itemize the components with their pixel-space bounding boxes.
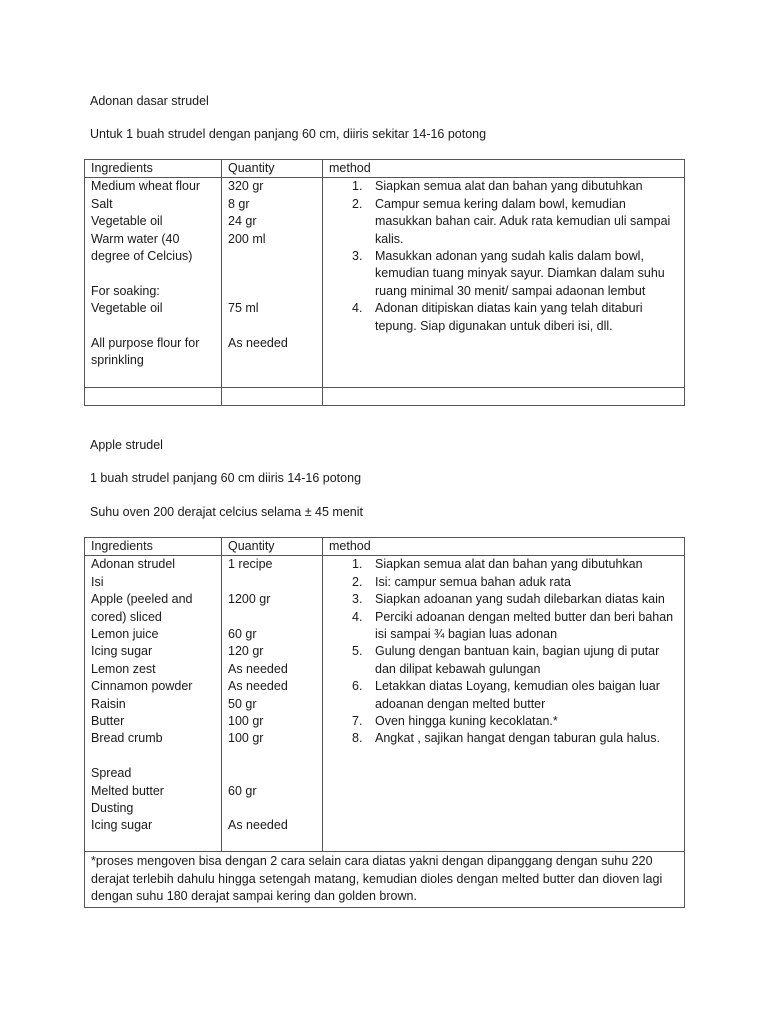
ingredient-item [91,318,215,335]
header-ingredients: Ingredients [85,160,222,178]
quantity-item: As needed [228,661,288,676]
ingredients-cell [85,556,222,852]
ingredient-item: cored) sliced [91,609,162,624]
step-text: Oven hingga kuning kecoklatan.* [375,714,558,729]
method-step [329,609,678,644]
ingredient-item: Bread crumb [91,731,163,746]
step-text: Gulung dengan bantuan kain, bagian ujung di putar dan dilipat kebawah gulungan [375,644,660,676]
quantity-item [228,318,316,335]
method-step [329,556,678,573]
header-ingredients: Ingredients [85,538,222,556]
table-header-row [85,160,685,178]
quantity-item [228,574,316,591]
step-number: 8. [352,731,363,746]
ingredient-item: Vegetable oil [91,214,163,229]
step-number: 4. [352,609,363,624]
header-quantity: Quantity [222,538,323,556]
method-step [329,730,678,747]
ingredient-item: Icing sugar [91,818,153,833]
baking-note: *proses mengoven bisa dengan 2 cara selain cara diatas yakni dengan dipanggang dengan suhu 220 derajat terlebih dahulu hingga setengah matang, kemudian dioles dengan melted butter dan dioven lagi dengan suhu 180 derajat sampai kering dan golden brown. [85,852,685,907]
quantity-item: 60 gr [228,627,257,641]
ingredient-item: Cinnamon powder [91,679,193,694]
quantity-item: 100 gr [228,714,264,729]
quantities-cell [222,178,323,388]
quantity-item: 50 gr [228,696,257,711]
quantity-item: 60 gr [228,783,257,798]
empty-cell [222,388,323,406]
quantity-item: As needed [228,818,288,833]
method-step [329,248,678,300]
ingredient-item [91,748,215,765]
method-step [329,574,678,591]
quantity-item: 100 gr [228,731,264,746]
ingredient-item: Salt [91,196,113,211]
step-text: Campur semua kering dalam bowl, kemudian masukkan bahan cair. Aduk rata kemudian uli sampai kalis. [375,196,671,246]
method-step [329,178,678,195]
header-method: method [323,538,685,556]
step-number: 2. [352,196,363,211]
quantity-item: 24 gr [228,214,257,229]
step-text: Isi: campur semua bahan aduk rata [375,574,571,589]
step-text: Letakkan diatas Loyang, kemudian oles baigan luar adoanan dengan melted butter [375,679,660,711]
section2-subtitle: 1 buah strudel panjang 60 cm diiris 14-16 potong [90,471,362,485]
ingredient-item: Lemon juice [91,627,159,642]
quantity-item [228,352,316,369]
ingredient-item: Icing sugar [91,644,153,659]
step-number: 5. [352,644,363,659]
table-header-row [85,538,685,556]
ingredient-item [91,265,215,282]
step-number: 7. [352,714,363,729]
ingredient-item: Adonan strudel [91,557,176,572]
ingredients-cell [85,178,222,388]
ingredient-item: Warm water (40 [91,231,180,246]
quantity-item [228,765,316,782]
header-quantity: Quantity [222,160,323,178]
ingredient-item: Vegetable oil [91,301,163,316]
step-text: Perciki adoanan dengan melted butter dan beri bahan isi sampai ¾ bagian luas adonan [375,609,674,642]
step-text: Adonan ditipiskan diatas kain yang telah ditaburi tepung. Siap digunakan untuk diberi isi, dll. [375,301,643,333]
step-number: 3. [352,249,363,264]
ingredient-item: Butter [91,714,125,729]
table-row [85,178,685,388]
step-text: Angkat , sajikan hangat dengan taburan gula halus. [375,731,660,746]
quantity-item: 200 ml [228,231,266,246]
quantity-item [228,609,316,626]
step-number: 1. [352,179,363,194]
method-step [329,591,678,608]
ingredient-item: degree of Celcius) [91,249,193,264]
ingredient-item: Medium wheat flour [91,179,201,194]
ingredient-item: sprinkling [91,353,144,368]
quantity-item [228,265,316,282]
quantity-item: 8 gr [228,196,250,211]
ingredient-item: All purpose flour for [91,336,200,351]
method-cell [323,556,685,852]
method-step [329,643,678,678]
oven-temperature: Suhu oven 200 derajat celcius selama ± 45 menit [90,505,363,519]
ingredient-item: Isi [91,574,104,589]
section2-table [84,537,685,908]
method-step [329,678,678,713]
section1-subtitle: Untuk 1 buah strudel dengan panjang 60 cm, diiris sekitar 14-16 potong [90,127,487,141]
empty-cell [323,388,685,406]
quantity-item [228,283,316,300]
method-cell [323,178,685,388]
step-text: Masukkan adonan yang sudah kalis dalam bowl, kemudian tuang minyak sayur. Diamkan dalam suhu ruang minimal 30 menit/ sampai adaonan lembut [375,249,665,298]
ingredient-item: Melted butter [91,783,164,798]
step-text: Siapkan adoanan yang sudah dilebarkan diatas kain [375,592,665,607]
section1-table [84,159,685,406]
ingredient-item: For soaking: [91,283,160,298]
step-text: Siapkan semua alat dan bahan yang dibutuhkan [375,557,643,572]
quantity-item [228,248,316,265]
note-row [85,852,685,907]
step-number: 2. [352,574,363,589]
step-number: 6. [352,679,363,694]
quantity-item [228,748,316,765]
method-step [329,713,678,730]
table-row [85,556,685,852]
section2-title: Apple strudel [90,438,163,452]
table-row-empty [85,388,685,406]
ingredient-item: Spread [91,766,132,781]
quantity-item: As needed [228,336,288,350]
header-method: method [323,160,685,178]
step-number: 4. [352,301,363,316]
quantity-item: 75 ml [228,301,259,316]
ingredient-item: Raisin [91,696,126,711]
quantity-item: As needed [228,679,288,694]
quantity-item: 120 gr [228,644,264,659]
quantity-item: 1 recipe [228,557,273,572]
empty-cell [85,388,222,406]
section1-title: Adonan dasar strudel [90,94,209,108]
method-steps [329,556,678,747]
ingredient-item: Dusting [91,801,134,816]
method-step [329,300,678,335]
step-number: 1. [352,557,363,572]
ingredient-item: Lemon zest [91,661,156,676]
method-steps [329,178,678,335]
ingredient-item: Apple (peeled and [91,592,193,607]
quantity-item: 1200 gr [228,592,271,607]
step-number: 3. [352,592,363,607]
step-text: Siapkan semua alat dan bahan yang dibutuhkan [375,179,643,194]
quantity-item [228,800,316,817]
quantity-item: 320 gr [228,179,264,194]
method-step [329,196,678,248]
quantities-cell [222,556,323,852]
